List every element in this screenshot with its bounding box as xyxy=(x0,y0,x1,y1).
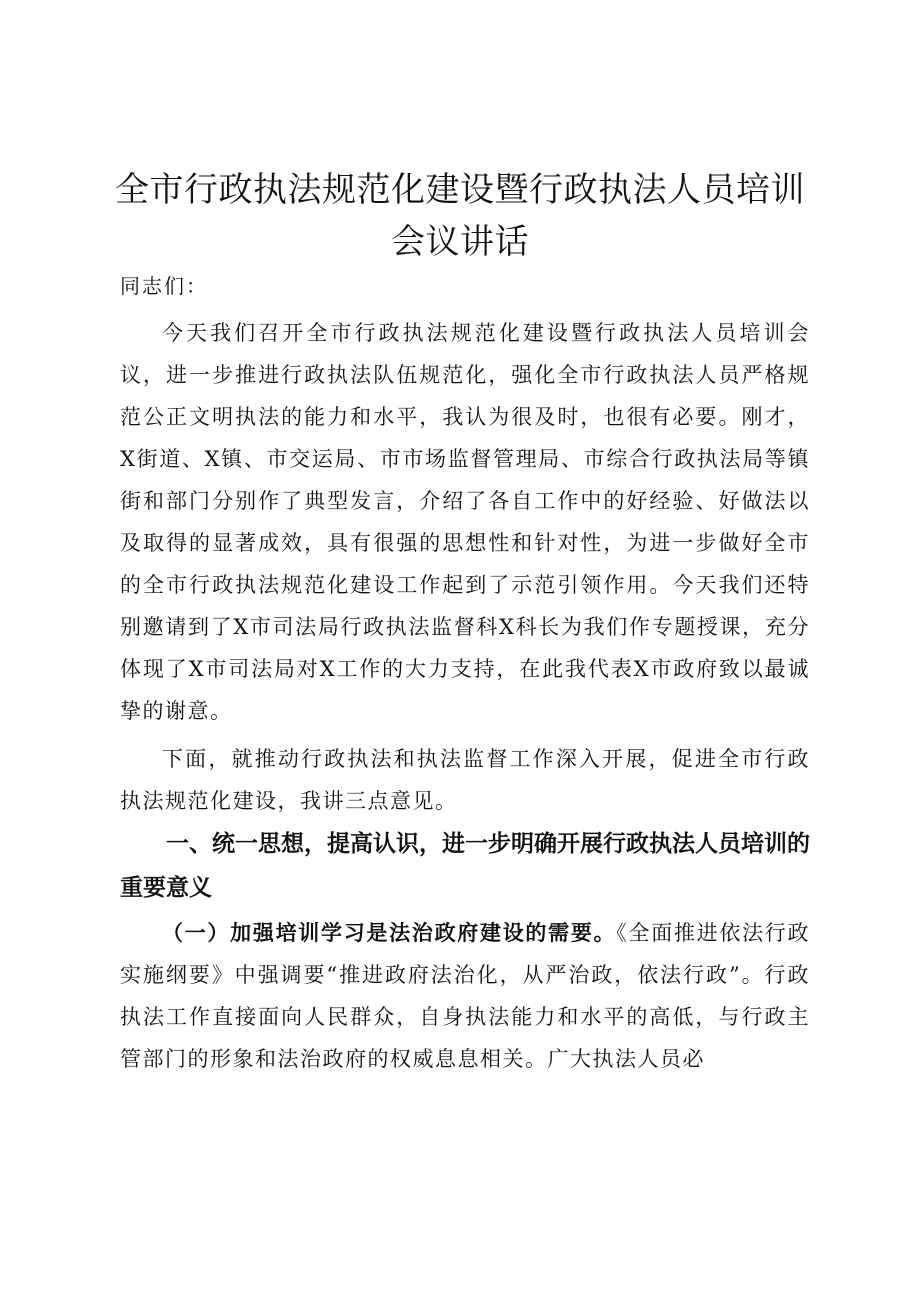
opening-paragraph: 今天我们召开全市行政执法规范化建设暨行政执法人员培训会议，进一步推进行政执法队伍规范化，强化全市行政执法人员严格规范公正文明执法的能力和水平，我认为很及时，也很有必要。刚才，X街道、X镇、市交运局、市市场监督管理局、市综合行政执法局等镇街和部门分别作了典型发言，介绍了各自工作中的好经验、好做法以及取得的显著成效，具有很强的思想性和针对性，为进一步做好全市的全市行政执法规范化建设工作起到了示范引领作用。今天我们还特别邀请到了X市司法局行政执法监督科X科长为我们作专题授课，充分体现了X市司法局对X工作的大力支持，在此我代表X市政府致以最诚挚的谢意。 xyxy=(120,321,810,723)
outline-paragraph: 下面，就推动行政执法和执法监督工作深入开展，促进全市行政执法规范化建设，我讲三点意见。 xyxy=(120,747,810,813)
subsection-1-lead: （一）加强培训学习是法治政府建设的需要。 xyxy=(162,920,617,945)
salutation: 同志们： xyxy=(120,274,208,298)
document-title-line-1: 全市行政执法规范化建设暨行政执法人员培训 xyxy=(115,170,805,210)
section-1-heading: 一、统一思想，提高认识，进一步明确开展行政执法人员培训的重要意义 xyxy=(120,831,810,901)
document-title-line-2: 会议讲话 xyxy=(391,222,529,262)
subsection-1-body: 《全面推进依法行政实施纲要》中强调要“推进政府法治化，从严治政，依法行政”。行政执法工作直接面向人民群众，自身执法能力和水平的高低，与行政主管部门的形象和法治政府的权威息息相关。广大执法人员必 xyxy=(120,921,811,1071)
subsection-1-paragraph xyxy=(120,912,810,1080)
